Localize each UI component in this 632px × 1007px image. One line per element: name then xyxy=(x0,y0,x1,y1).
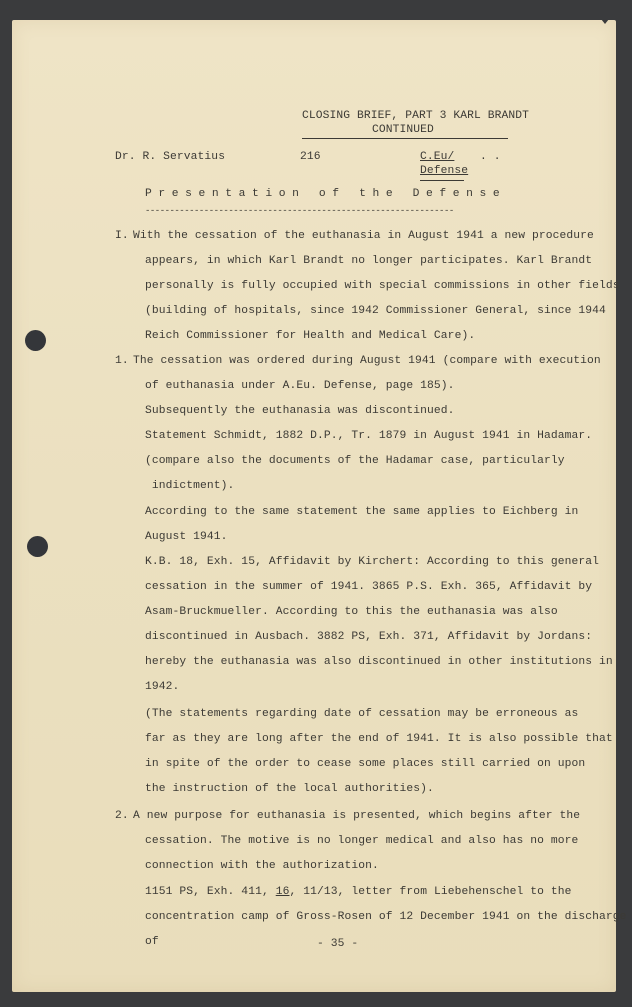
section-title: Presentation of the Defense xyxy=(145,188,507,200)
text-line: appears, in which Karl Brandt no longer participates. Karl Brandt xyxy=(145,255,593,267)
text-line: Statement Schmidt, 1882 D.P., Tr. 1879 in August 1941 in Hadamar. xyxy=(145,430,593,442)
text-line: The cessation was ordered during August 1941 (compare with execution xyxy=(133,355,601,367)
header-title: CLOSING BRIEF, PART 3 KARL BRANDT xyxy=(302,110,530,122)
text-line: Subsequently the euthanasia was discontinued. xyxy=(145,405,455,417)
text-line: (The statements regarding date of cessation may be erroneous as xyxy=(145,708,579,720)
underlined-reference: 16 xyxy=(275,886,290,898)
text-line: A new purpose for euthanasia is presented, which begins after the xyxy=(133,810,581,822)
punch-hole-top xyxy=(25,330,46,351)
text-line: concentration camp of Gross-Rosen of 12 December 1941 on the discharge xyxy=(145,911,627,923)
text-line: (compare also the documents of the Hadamar case, particularly xyxy=(145,455,565,467)
text-line: hereby the euthanasia was also discontinued in other institutions in xyxy=(145,656,613,668)
doc-reference-rule xyxy=(420,180,464,181)
header-subtitle: CONTINUED xyxy=(372,124,434,136)
text-line: of xyxy=(145,936,159,948)
page-number: - 35 - xyxy=(317,938,359,950)
paper-notch xyxy=(601,19,609,24)
text-segment: , 11/13, letter from Liebehenschel to the xyxy=(289,886,572,898)
list-marker: 2. xyxy=(115,810,129,822)
text-line: 1942. xyxy=(145,681,180,693)
text-line: the instruction of the local authorities). xyxy=(145,783,434,795)
text-line: K.B. 18, Exh. 15, Affidavit by Kirchert: According to this general xyxy=(145,556,600,568)
text-line: far as they are long after the end of 1941. It is also possible that xyxy=(145,733,613,745)
text-line: indictment). xyxy=(145,480,235,492)
section-rule: --------------------------------------------------------------- xyxy=(145,206,454,216)
text-line: Reich Commissioner for Health and Medical Care). xyxy=(145,330,476,342)
text-line: Asam-Bruckmueller. According to this the euthanasia was also xyxy=(145,606,558,618)
text-line: According to the same statement the same applies to Eichberg in xyxy=(145,506,579,518)
text-line: (building of hospitals, since 1942 Commissioner General, since 1944 xyxy=(145,305,606,317)
page-reference: 216 xyxy=(300,151,321,163)
header-dots: . . xyxy=(480,151,501,163)
text-line: cessation in the summer of 1941. 3865 P.S. Exh. 365, Affidavit by xyxy=(145,581,593,593)
text-line: discontinued in Ausbach. 3882 PS, Exh. 371, Affidavit by Jordans: xyxy=(145,631,593,643)
doc-reference-line1: C.Eu/ xyxy=(420,151,455,163)
document-page xyxy=(12,20,627,992)
text-line: connection with the authorization. xyxy=(145,860,379,872)
text-line: cessation. The motive is no longer medical and also has no more xyxy=(145,835,579,847)
punch-hole-bottom xyxy=(27,536,48,557)
text-line: in spite of the order to cease some places still carried on upon xyxy=(145,758,586,770)
list-marker: I. xyxy=(115,230,129,242)
text-segment: 1151 PS, Exh. 411, xyxy=(145,886,276,898)
author: Dr. R. Servatius xyxy=(115,151,226,163)
text-line: August 1941. xyxy=(145,531,228,543)
text-line: of euthanasia under A.Eu. Defense, page 185). xyxy=(145,380,455,392)
list-marker: 1. xyxy=(115,355,129,367)
doc-reference-line2: Defense xyxy=(420,165,469,177)
header-rule xyxy=(302,138,508,139)
text-line: personally is fully occupied with special commissions in other fields xyxy=(145,280,620,292)
text-line xyxy=(145,886,572,898)
text-line: With the cessation of the euthanasia in August 1941 a new procedure xyxy=(133,230,594,242)
